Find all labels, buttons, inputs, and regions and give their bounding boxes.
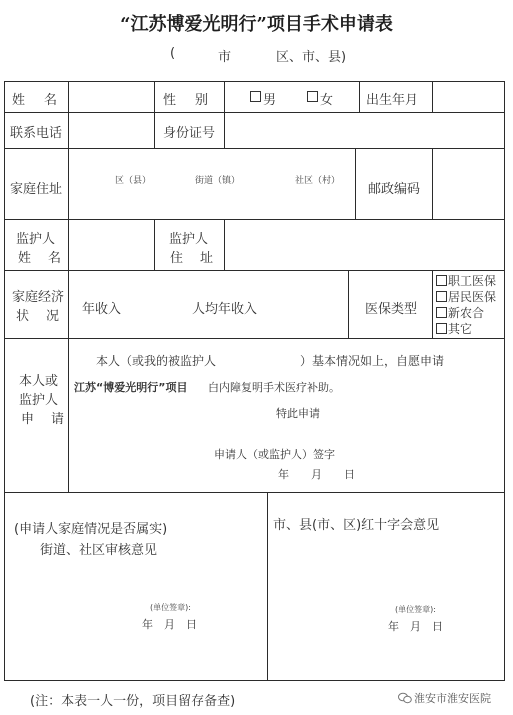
review-right-title: 市、县(市、区)红十字会意见	[273, 518, 440, 533]
insurance-option-label: 职工医保	[448, 274, 497, 288]
grid-line	[4, 148, 505, 149]
grid-line	[4, 81, 5, 681]
subtitle-district: 区、市、县)	[276, 50, 347, 65]
label-female: 女	[320, 93, 334, 108]
label-economy-2: 状 况	[16, 309, 62, 324]
wechat-icon	[398, 692, 412, 704]
label-annual-income: 年收入	[82, 302, 122, 317]
label-applicant-3: 申 请	[21, 412, 67, 427]
insurance-option-label: 居民医保	[448, 290, 497, 304]
insurance-option-label: 新农合	[448, 306, 485, 320]
review-left-seal: (单位签章):	[150, 603, 191, 612]
address-district: 区（县）	[115, 176, 152, 186]
grid-line	[267, 492, 268, 681]
applicant-signature-label: 申请人（或监护人）签字	[214, 448, 335, 461]
insurance-option-checkbox[interactable]	[436, 291, 447, 302]
label-address: 家庭住址	[10, 182, 63, 197]
grid-line	[432, 270, 433, 339]
grid-line	[432, 148, 433, 220]
application-date: 年 月 日	[278, 468, 355, 481]
male-checkbox[interactable]	[250, 91, 261, 102]
label-postal-code: 邮政编码	[368, 182, 421, 197]
grid-line	[348, 270, 349, 339]
insurance-option-checkbox[interactable]	[436, 323, 447, 334]
label-applicant-2: 监护人	[19, 393, 59, 408]
review-left-date: 年 月 日	[142, 618, 197, 631]
grid-line	[4, 680, 505, 681]
footer-note: (注：本表一人一份，项目留存备查)	[30, 694, 236, 709]
grid-line	[224, 219, 225, 271]
form-title: “江苏博爱光明行”项目手术申请表	[120, 14, 393, 35]
female-checkbox[interactable]	[307, 91, 318, 102]
subtitle-city: 市	[218, 50, 232, 65]
application-line1-b: ）基本情况如上，自愿申请	[300, 354, 445, 368]
grid-line	[154, 81, 155, 149]
label-economy-1: 家庭经济	[12, 290, 65, 305]
label-birth-date: 出生年月	[366, 93, 419, 108]
insurance-option-label: 其它	[448, 322, 473, 336]
grid-line	[4, 112, 505, 113]
review-right-date: 年 月 日	[388, 620, 443, 633]
grid-line	[355, 148, 356, 220]
label-guardian-addr-1: 监护人	[169, 232, 209, 247]
label-name: 姓 名	[12, 93, 61, 108]
grid-line	[4, 492, 505, 493]
grid-line	[4, 270, 505, 271]
grid-line	[154, 219, 155, 271]
label-applicant-1: 本人或	[19, 374, 59, 389]
insurance-option-checkbox[interactable]	[436, 307, 447, 318]
label-phone: 联系电话	[10, 126, 63, 141]
label-id-number: 身份证号	[163, 126, 216, 141]
application-project-name: 江苏“博爱光明行”项目	[74, 381, 188, 394]
label-male: 男	[263, 93, 277, 108]
subtitle-paren-open: (	[170, 46, 176, 61]
watermark-text: 淮安市淮安医院	[414, 692, 491, 705]
review-left-question: (申请人家庭情况是否属实)	[14, 522, 168, 537]
label-guardian-name-1: 监护人	[16, 232, 56, 247]
grid-line	[224, 81, 225, 149]
label-guardian-addr-2: 住 址	[170, 251, 216, 266]
grid-line	[504, 81, 505, 681]
review-right-seal: (单位签章):	[395, 605, 436, 614]
insurance-option-checkbox[interactable]	[436, 275, 447, 286]
label-guardian-name-2: 姓 名	[18, 251, 64, 266]
grid-line	[359, 81, 360, 112]
grid-line	[4, 219, 505, 220]
label-insurance-type: 医保类型	[365, 302, 418, 317]
application-line3: 特此申请	[276, 407, 320, 420]
grid-line	[432, 81, 433, 112]
label-per-capita-income: 人均年收入	[192, 302, 258, 317]
application-line2-rest: 白内障复明手术医疗补助。	[208, 381, 340, 394]
grid-line	[4, 81, 505, 82]
address-community: 社区（村）	[295, 176, 341, 186]
grid-line	[4, 338, 505, 339]
label-gender: 性 别	[163, 93, 212, 108]
grid-line	[68, 81, 69, 493]
review-left-title: 街道、社区审核意见	[40, 543, 158, 558]
address-street: 街道（镇）	[195, 176, 241, 186]
application-line1-a: 本人（或我的被监护人	[96, 354, 217, 368]
